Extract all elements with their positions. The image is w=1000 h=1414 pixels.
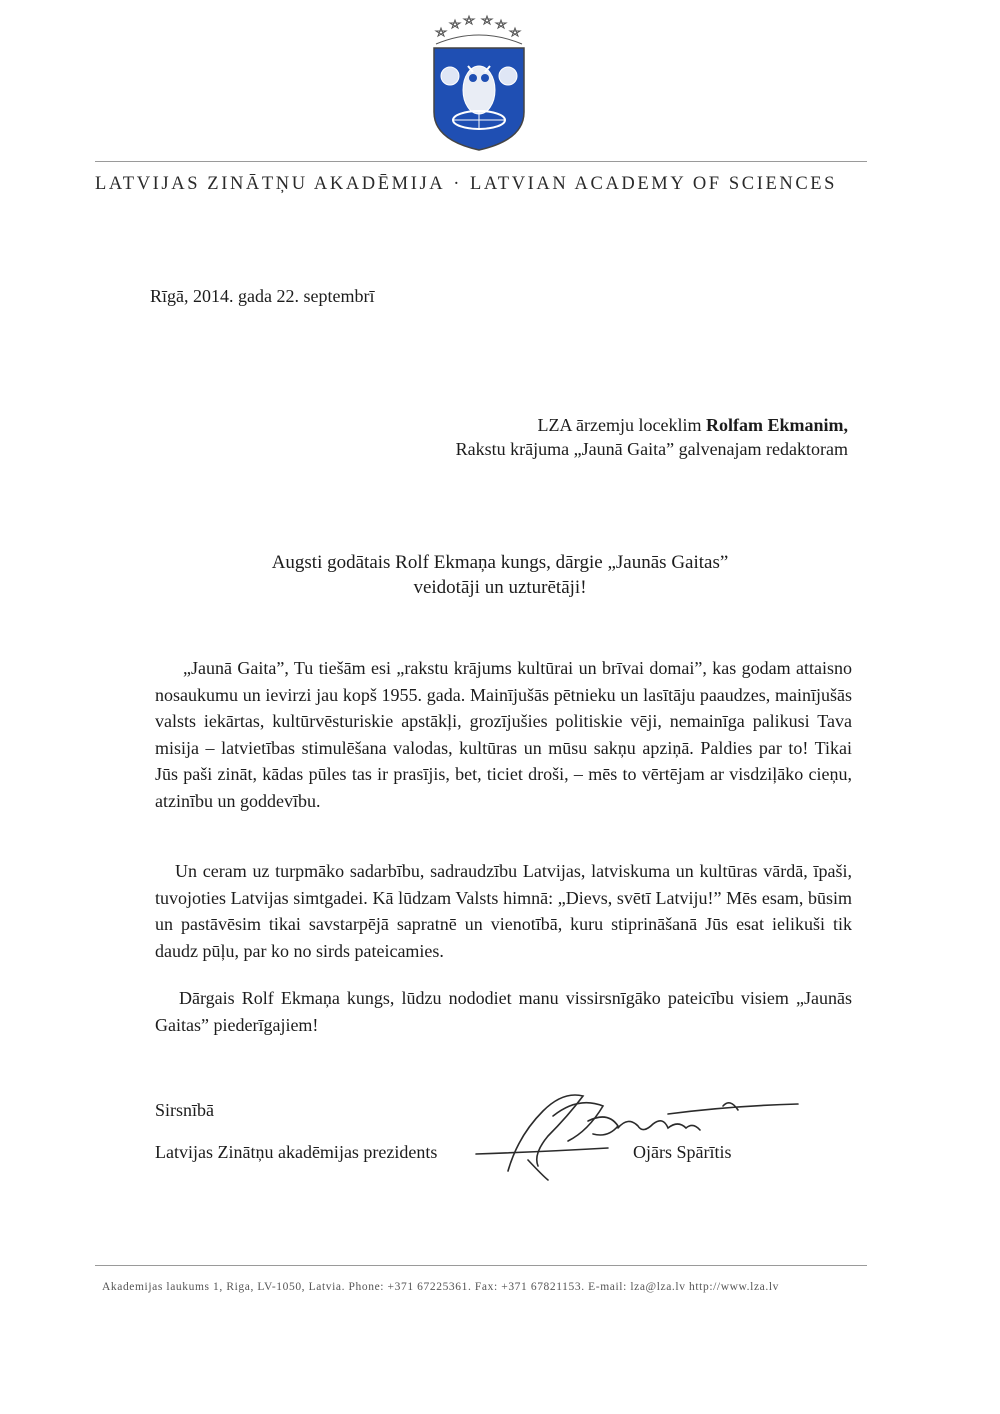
signer-name: Ojārs Spārītis: [633, 1142, 732, 1162]
addressee-prefix: LZA ārzemju loceklim: [537, 415, 706, 435]
header-rule: [95, 161, 867, 162]
academy-emblem-icon: [428, 14, 530, 152]
handwritten-signature: [468, 1076, 808, 1181]
footer-rule: [95, 1265, 867, 1266]
body-paragraph-2: Un ceram uz turpmāko sadarbību, sadraudzību Latvijas, latviskuma un kultūras vārdā, īpaši, tuvojoties Latvijas simtgadei. Kā lūdzam Valsts himnā: „Dievs, svētī Latviju!” Mēs esam, būsim un pastāvēsim tikai savstarpējā sapratnē un vienotībā, kuru stiprināšanā Jūs esat ielikuši tik daudz pūļu, par ko no sirds pateicamies.: [155, 861, 852, 961]
signer-title: Latvijas Zinātņu akadēmijas prezidents: [155, 1142, 438, 1162]
institution-name-en: LATVIAN ACADEMY OF SCIENCES: [470, 174, 838, 194]
salutation: [200, 550, 800, 600]
addressee-line-1: [456, 413, 848, 437]
closing-salutation: Sirsnībā: [155, 1100, 215, 1120]
addressee-name: Rolfam Ekmanim,: [705, 415, 848, 435]
addressee-line-2: Rakstu krājuma „Jaunā Gaita” galvenajam redaktoram: [455, 439, 848, 459]
body-paragraph-1: „Jaunā Gaita”, Tu tiešām esi „rakstu krājums kultūrai un brīvai domai”, kas godam attaisno nosaukumu un ievirzi jau kopš 1955. gada. Mainījušās pētnieku un lasītāju paaudzes, mainījušās valsts iekārtas, kultūrvēsturiskie apstākļi, grozījušies politiskie vēji, nemainīga palikusi Tava misija – latvietības stimulēšana valodas, kultūras un mūsu sakņu apziņā. Paldies par to! Tikai Jūs paši zināt, kādas pūles tas ir prasījis, bet, ticiet droši, – mēs to vērtējam ar visdziļāko cieņu, atzinību un goddevību.: [155, 658, 852, 811]
salutation-line-2: veidotāji un uzturētāji!: [413, 577, 587, 598]
masthead-separator: ·: [453, 174, 462, 194]
letter-date: Rīgā, 2014. gada 22. septembrī: [150, 286, 375, 306]
institution-name-lv: LATVIJAS ZINĀTŅU AKADĒMIJA: [95, 174, 446, 194]
addressee-block: [456, 413, 848, 461]
institution-masthead: [95, 174, 871, 195]
body-paragraph-3: Dārgais Rolf Ekmaņa kungs, lūdzu nododiet manu vissirsnīgāko pateicību visiem „Jaunās Gaitas” piederīgajiem!: [155, 988, 852, 1035]
footer-contact: Akademijas laukums 1, Riga, LV-1050, Latvia. Phone: +371 67225361. Fax: +371 67821153. E-mail: lza@lza.lv http://www.lza.lv: [102, 1281, 779, 1293]
salutation-line-1: Augsti godātais Rolf Ekmaņa kungs, dārgie „Jaunās Gaitas”: [271, 552, 729, 573]
